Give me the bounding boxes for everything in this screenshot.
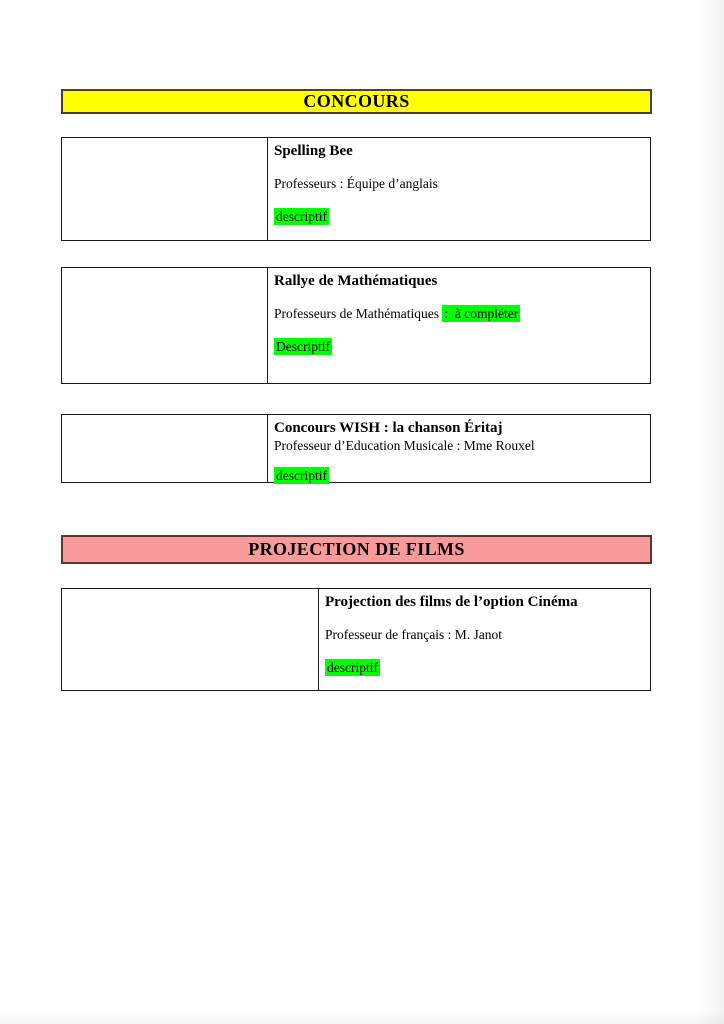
activity-table-projection-cinema [61, 588, 651, 691]
descriptif-highlight: descriptif [276, 468, 327, 483]
activity-table-rallye-maths [61, 267, 651, 384]
staff-text: Professeur d’Education Musicale : Mme Rouxel [274, 438, 535, 453]
activity-details-cell [268, 268, 650, 383]
staff-text: Professeurs de Mathématiques [274, 306, 443, 321]
empty-cell [62, 268, 268, 383]
activity-staff-line [274, 175, 642, 192]
activity-title: Rallye de Mathématiques [274, 273, 438, 289]
activity-title: Concours WISH : la chanson Éritaj [274, 420, 503, 436]
descriptif-line [274, 338, 642, 355]
descriptif-line [274, 467, 642, 484]
descriptif-line [325, 659, 642, 676]
descriptif-line [274, 208, 642, 225]
descriptif-highlight: Descriptif [276, 339, 330, 354]
staff-highlight: : à compléter [444, 306, 519, 321]
empty-cell [62, 415, 268, 482]
staff-text: Professeurs : Équipe d’anglais [274, 176, 438, 191]
empty-cell [62, 589, 319, 690]
empty-cell [62, 138, 268, 240]
section-banner-projection-films [61, 535, 652, 564]
descriptif-highlight: descriptif [327, 660, 378, 675]
activity-details-cell [268, 138, 650, 240]
activity-details-cell [268, 415, 650, 482]
section-title-concours: CONCOURS [303, 91, 410, 111]
descriptif-highlight: descriptif [276, 209, 327, 224]
activity-details-cell [319, 589, 650, 690]
activity-staff-line [274, 305, 642, 322]
staff-text: Professeur de français : M. Janot [325, 627, 502, 642]
activity-title: Projection des films de l’option Cinéma [325, 594, 578, 610]
activity-title: Spelling Bee [274, 143, 353, 159]
section-banner-concours [61, 89, 652, 114]
section-title-films: PROJECTION DE FILMS [248, 539, 465, 559]
activity-staff-line [325, 626, 642, 643]
activity-table-concours-wish [61, 414, 651, 483]
activity-staff-line [274, 437, 642, 454]
activity-table-spelling-bee [61, 137, 651, 241]
